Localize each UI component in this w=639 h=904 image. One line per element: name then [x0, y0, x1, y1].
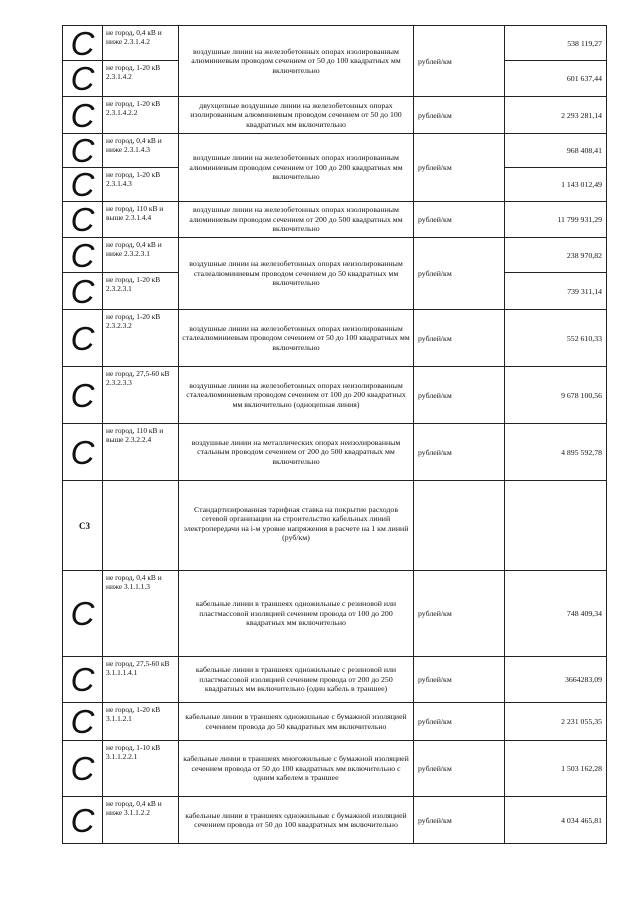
glyph-cell — [63, 26, 103, 61]
tariff-table — [62, 25, 607, 844]
table-row — [63, 367, 607, 424]
code-cell: не город, 0,4 кВ и ниже 3.1.1.1.3 — [103, 571, 179, 657]
description-cell: воздушные линии на железобетонных опорах неизолированным сталеалюминиевым проводом сечением от 50 до 100 квадратных мм включительно — [179, 310, 414, 367]
c-glyph: C — [70, 801, 95, 839]
code-cell: не город, 1-10 кВ 3.1.1.2.2.1 — [103, 741, 179, 797]
unit-cell: рублей/км — [414, 797, 505, 844]
code-cell: не город, 0,4 кВ и ниже 2.3.2.3.1 — [103, 238, 179, 273]
c-glyph: C — [70, 236, 95, 274]
section-description: Стандартизированная тарифная ставка на покрытие расходов сетевой организации на строительство кабельных линий электропередачи на i-м уровне напряжения в расчете на 1 км линий (руб/км) — [179, 481, 414, 571]
c-glyph: C — [70, 595, 95, 632]
glyph-cell — [63, 367, 103, 424]
unit-cell: рублей/км — [414, 97, 505, 134]
value-cell: 2 293 281,14 — [505, 97, 607, 134]
code-cell: не город, 27,5-60 кВ 2.3.2.3.3 — [103, 367, 179, 424]
c-glyph: C — [70, 132, 95, 169]
c-glyph: C — [70, 60, 95, 97]
glyph-cell — [63, 703, 103, 741]
glyph-cell — [63, 202, 103, 238]
glyph-cell — [63, 61, 103, 97]
description-cell: кабельные линии в траншеях одножильные с бумажной изоляцией сечением провода от 50 до 100 квадратных мм включительно — [179, 797, 414, 844]
c-glyph: C — [70, 661, 95, 698]
code-cell: не город, 27,5-60 кВ 3.1.1.1.4.1 — [103, 657, 179, 703]
table-row — [63, 310, 607, 367]
value-cell: 4 895 592,78 — [505, 424, 607, 481]
description-cell: воздушные линии на железобетонных опорах неизолированным сталеалюминиевым проводом сечением до 50 квадратных мм включительно — [179, 238, 414, 310]
code-cell: не город, 0,4 кВ и ниже 3.1.1.2.2 — [103, 797, 179, 844]
glyph-cell — [63, 97, 103, 134]
glyph-cell — [63, 741, 103, 797]
unit-cell: рублей/км — [414, 571, 505, 657]
description-cell: воздушные линии на железобетонных опорах изолированным алюминиевым проводом сечением от 100 до 200 квадратных мм включительно — [179, 134, 414, 202]
glyph-cell — [63, 273, 103, 310]
value-cell: 1 503 162,28 — [505, 741, 607, 797]
code-cell: не город, 0,4 кВ и ниже 2.3.1.4.3 — [103, 134, 179, 168]
unit-cell: рублей/км — [414, 134, 505, 202]
unit-cell: рублей/км — [414, 202, 505, 238]
glyph-cell — [63, 134, 103, 168]
value-cell: 1 143 012,49 — [505, 168, 607, 202]
c-glyph: C — [70, 166, 95, 203]
value-cell: 2 231 055,35 — [505, 703, 607, 741]
c-glyph: C — [70, 272, 95, 310]
value-cell: 3664283,09 — [505, 657, 607, 703]
code-cell: не город, 1-20 кВ 2.3.1.4.2 — [103, 61, 179, 97]
c-glyph: C — [70, 96, 95, 134]
glyph-cell — [63, 238, 103, 273]
description-cell: воздушные линии на железобетонных опорах изолированным алюминиевым проводом сечением от 50 до 100 квадратных мм включительно — [179, 26, 414, 97]
table-row — [63, 97, 607, 134]
c-glyph: C — [70, 703, 95, 740]
table-row — [63, 424, 607, 481]
table-row — [63, 202, 607, 238]
table-row — [63, 657, 607, 703]
c-glyph: C — [70, 24, 95, 62]
table-row — [63, 797, 607, 844]
unit-cell: рублей/км — [414, 657, 505, 703]
code-cell: не город, 1-20 кВ 3.1.1.2.1 — [103, 703, 179, 741]
code-cell: не город, 0,4 кВ и ниже 2.3.1.4.2 — [103, 26, 179, 61]
description-cell: кабельные линии в траншеях одножильные с резиновой или пластмассовой изоляцией сечением провода от 100 до 200 квадратных мм включительно — [179, 571, 414, 657]
description-cell: двухцепные воздушные линии на железобетонных опорах изолированным алюминиевым проводом сечением от 50 до 100 квадратных мм включительно — [179, 97, 414, 134]
unit-cell: рублей/км — [414, 310, 505, 367]
code-cell: не город, 110 кВ и выше 2.3.1.4.4 — [103, 202, 179, 238]
unit-cell: рублей/км — [414, 367, 505, 424]
glyph-cell — [63, 797, 103, 844]
c-glyph: C — [70, 433, 95, 471]
code-cell: не город, 1-20 кВ 2.3.1.4.3 — [103, 168, 179, 202]
section-label: С3 — [63, 481, 103, 571]
code-cell: не город, 1-20 кВ 2.3.1.4.2.2 — [103, 97, 179, 134]
c-glyph: C — [70, 201, 95, 238]
code-cell: не город, 110 кВ и выше 2.3.2.2.4 — [103, 424, 179, 481]
c-glyph: C — [70, 750, 95, 787]
unit-cell: рублей/км — [414, 238, 505, 310]
value-cell: 538 119,27 — [505, 26, 607, 61]
value-cell: 748 409,34 — [505, 571, 607, 657]
table-row — [63, 741, 607, 797]
value-cell: 552 610,33 — [505, 310, 607, 367]
unit-cell: рублей/км — [414, 26, 505, 97]
description-cell: воздушные линии на металлических опорах неизолированным стальным проводом сечением от 200 до 500 квадратных мм включительно — [179, 424, 414, 481]
glyph-cell — [63, 168, 103, 202]
c-glyph: C — [70, 376, 95, 414]
unit-cell: рублей/км — [414, 424, 505, 481]
description-cell: воздушные линии на железобетонных опорах изолированным алюминиевым проводом сечением от 200 до 500 квадратных мм включительно — [179, 202, 414, 238]
table-row — [63, 571, 607, 657]
value-cell: 968 408,41 — [505, 134, 607, 168]
section-row — [63, 481, 607, 571]
table-row — [63, 134, 607, 168]
glyph-cell — [63, 571, 103, 657]
glyph-cell — [63, 310, 103, 367]
value-cell: 739 311,14 — [505, 273, 607, 310]
glyph-cell — [63, 657, 103, 703]
value-cell: 238 970,82 — [505, 238, 607, 273]
c-glyph: C — [70, 319, 95, 357]
unit-cell: рублей/км — [414, 703, 505, 741]
table-row — [63, 238, 607, 273]
value-cell: 9 678 100,56 — [505, 367, 607, 424]
code-cell: не город, 1-20 кВ 2.3.2.3.1 — [103, 273, 179, 310]
value-cell: 11 799 931,29 — [505, 202, 607, 238]
glyph-cell — [63, 424, 103, 481]
description-cell: кабельные линии в траншеях одножильные с резиновой или пластмассовой изоляцией сечением провода от 200 до 250 квадратных мм включительно (один кабель в траншее) — [179, 657, 414, 703]
unit-cell: рублей/км — [414, 741, 505, 797]
table-row — [63, 26, 607, 61]
description-cell: кабельные линии в траншеях одножильные с бумажной изоляцией сечением провода до 50 квадратных мм включительно — [179, 703, 414, 741]
value-cell: 601 637,44 — [505, 61, 607, 97]
value-cell: 4 034 465,81 — [505, 797, 607, 844]
description-cell: воздушные линии на железобетонных опорах неизолированным сталеалюминиевым проводом сечением от 100 до 200 квадратных мм включительно (одноцепная линия) — [179, 367, 414, 424]
code-cell: не город, 1-20 кВ 2.3.2.3.2 — [103, 310, 179, 367]
description-cell: кабельные линии в траншеях многожильные с бумажной изоляцией сечением провода от 50 до 100 квадратных мм включительно с одним кабелем в траншее — [179, 741, 414, 797]
table-row — [63, 703, 607, 741]
